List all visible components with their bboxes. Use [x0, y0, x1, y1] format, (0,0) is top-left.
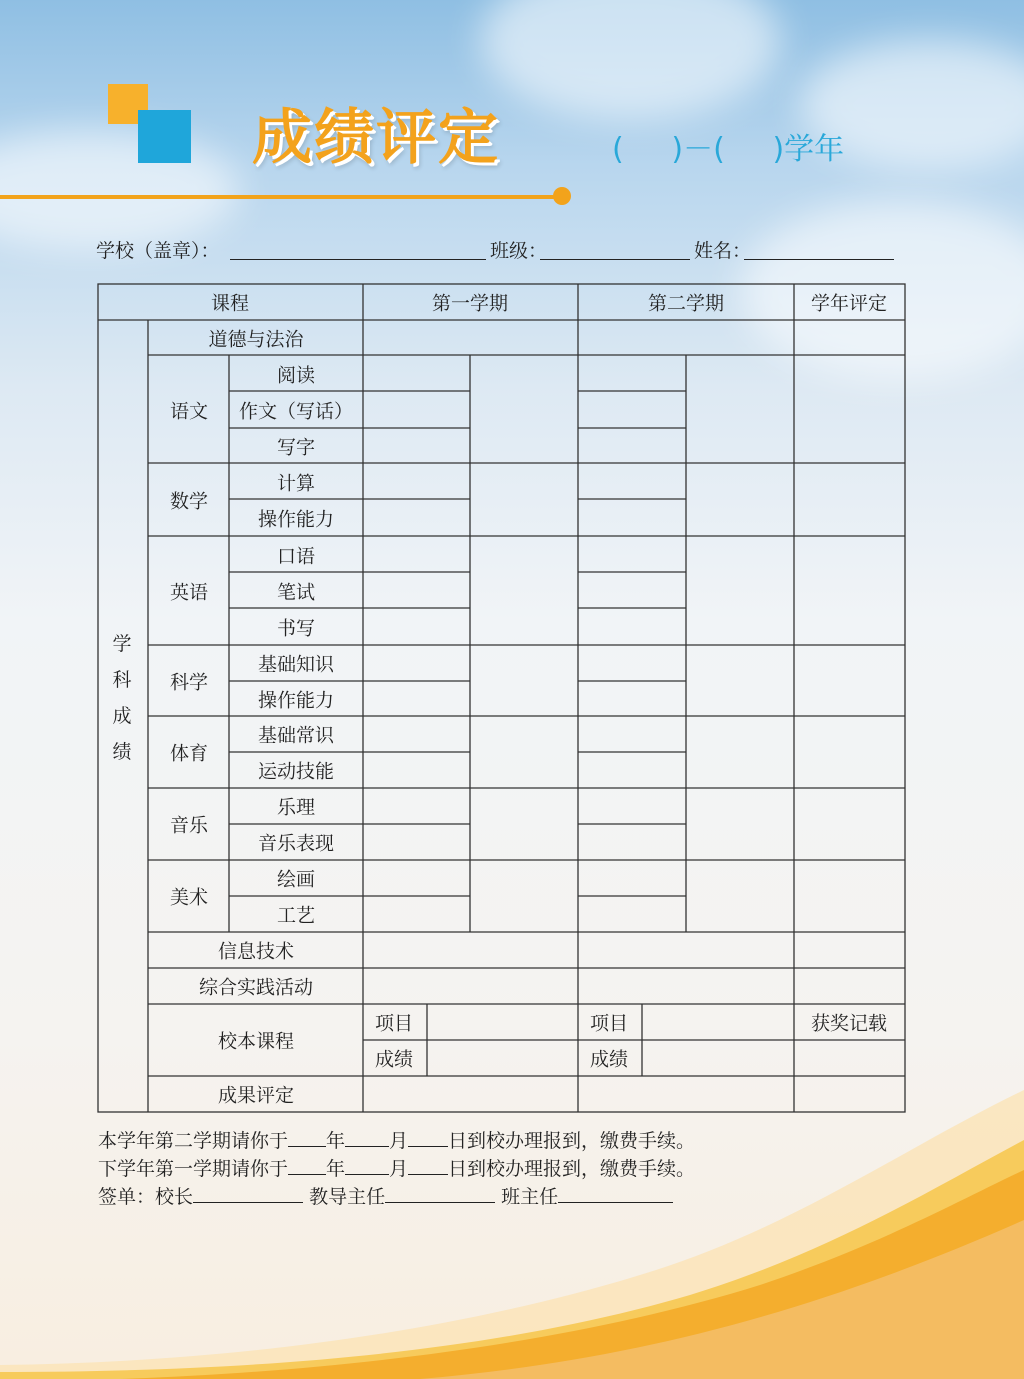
- item-music-theory: 乐理: [276, 796, 316, 819]
- sign-principal-label: 签单：校长: [98, 1186, 194, 1208]
- item-reading: 阅读: [276, 364, 316, 387]
- item-handwriting: 写字: [276, 436, 316, 459]
- side-label-subject-grades: [112, 626, 132, 770]
- item-sport-skills: 运动技能: [257, 760, 335, 783]
- name-label: 姓名：: [694, 240, 752, 262]
- subject-science: 科学: [169, 671, 209, 694]
- header-year-evaluation: 学年评定: [810, 292, 888, 315]
- item-calculation: 计算: [276, 472, 316, 495]
- sign-teacher-label: 班主任: [501, 1186, 559, 1208]
- class-label: 班级：: [490, 240, 548, 262]
- subject-practice: 综合实践活动: [198, 976, 314, 999]
- subject-chinese: 语文: [169, 400, 209, 423]
- page-title: 成绩评定: [252, 103, 500, 173]
- note2-text-a: 下学年第一学期请你于: [98, 1158, 289, 1180]
- school-course-label: 校本课程: [217, 1030, 295, 1053]
- item-english-writing: 书写: [276, 617, 316, 640]
- note1-year: 年: [326, 1130, 346, 1152]
- subject-math: 数学: [169, 490, 209, 513]
- subject-morality-law: 道德与法治: [208, 328, 304, 351]
- subject-music: 音乐: [169, 814, 209, 837]
- item-basic-knowledge: 基础知识: [257, 653, 335, 676]
- item-painting: 绘画: [276, 868, 316, 891]
- item-oral: 口语: [276, 545, 316, 568]
- header-second-semester: 第二学期: [647, 292, 725, 315]
- note2-year: 年: [326, 1158, 346, 1180]
- school-label: 学校（盖章）：: [96, 240, 220, 262]
- subject-it: 信息技术: [217, 940, 295, 963]
- item-craft: 工艺: [276, 904, 316, 927]
- note1-text-a: 本学年第二学期请你于: [98, 1130, 289, 1152]
- sem1-score-label: 成绩: [375, 1048, 414, 1071]
- item-science-operation: 操作能力: [257, 689, 335, 712]
- header-first-semester: 第一学期: [431, 292, 509, 315]
- side-label-chars: 学科成绩: [112, 633, 132, 763]
- note2-month: 月: [389, 1158, 409, 1180]
- sem2-score-label: 成绩: [590, 1048, 629, 1071]
- sem1-project-label: 项目: [375, 1012, 414, 1035]
- subject-pe: 体育: [169, 742, 209, 765]
- item-music-performance: 音乐表现: [257, 832, 335, 855]
- subject-art: 美术: [169, 886, 209, 909]
- bottom-wave-decoration: [0, 1080, 1024, 1379]
- sign-dean-label: 教导主任: [309, 1186, 386, 1208]
- header-course: 课程: [210, 292, 250, 315]
- note1-month: 月: [389, 1130, 409, 1152]
- item-composition: 作文（写话）: [238, 400, 354, 423]
- note2-text-b: 日到校办理报到，缴费手续。: [448, 1158, 696, 1180]
- subject-english: 英语: [169, 581, 209, 604]
- note1-text-b: 日到校办理报到，缴费手续。: [448, 1130, 696, 1152]
- award-record-label: 获奖记载: [810, 1012, 888, 1035]
- item-basic-common-sense: 基础常识: [257, 724, 335, 747]
- academic-year-line: ( )－( )学年: [612, 132, 845, 167]
- item-math-operation: 操作能力: [257, 508, 335, 531]
- result-evaluation-label: 成果评定: [217, 1084, 295, 1107]
- item-written-test: 笔试: [276, 581, 316, 604]
- sem2-project-label: 项目: [590, 1012, 629, 1035]
